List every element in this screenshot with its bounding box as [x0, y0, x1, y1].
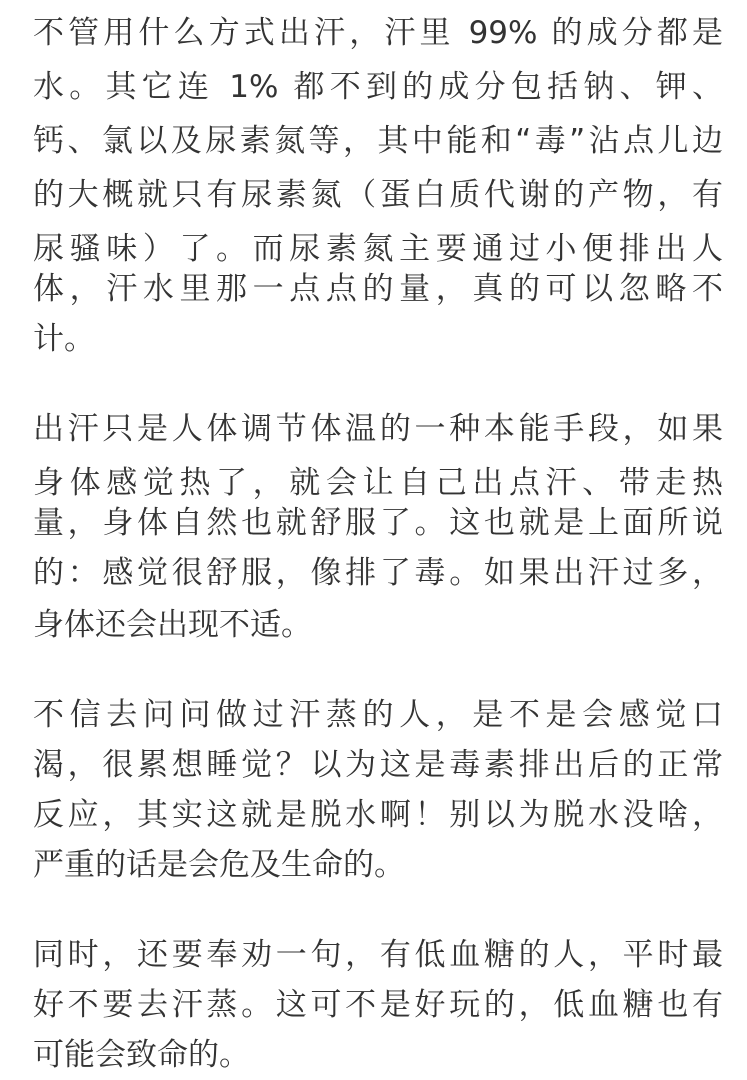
paragraph-line: 不管用什么方式出汗，汗里 99% 的成分都是: [33, 15, 723, 51]
paragraph-line: 反应，其实这就是脱水啊！别以为脱水没啥，: [33, 797, 723, 833]
paragraph-line: 严重的话是会危及生命的。: [33, 847, 405, 883]
paragraph-line: 水。其它连 1% 都不到的成分包括钠、钾、: [33, 69, 723, 105]
paragraph-line: 量，身体自然也就舒服了。这也就是上面所说: [33, 505, 723, 541]
paragraph-line: 同时，还要奉劝一句，有低血糖的人，平时最: [33, 937, 723, 973]
paragraph-line: 出汗只是人体调节体温的一种本能手段，如果: [33, 411, 723, 447]
paragraph-line: 计。: [33, 321, 95, 357]
paragraph-line: 身体感觉热了，就会让自己出点汗、带走热: [33, 465, 723, 501]
paragraph-line: 不信去问问做过汗蒸的人，是不是会感觉口: [33, 697, 723, 733]
paragraph-line: 的：感觉很舒服，像排了毒。如果出汗过多，: [33, 555, 723, 591]
paragraph-line: 体，汗水里那一点点的量，真的可以忽略不: [33, 271, 723, 307]
paragraph-line: 可能会致命的。: [33, 1037, 250, 1073]
paragraph-line: 渴，很累想睡觉？以为这是毒素排出后的正常: [33, 747, 723, 783]
paragraph-line: 好不要去汗蒸。这可不是好玩的，低血糖也有: [33, 987, 723, 1023]
paragraph-line: 钙、氯以及尿素氮等，其中能和“毒”沾点儿边: [33, 123, 723, 159]
paragraph-line: 身体还会出现不适。: [33, 607, 312, 643]
paragraph-line: 的大概就只有尿素氮（蛋白质代谢的产物，有: [33, 177, 723, 213]
paragraph-line: 尿骚味）了。而尿素氮主要通过小便排出人: [33, 231, 723, 267]
